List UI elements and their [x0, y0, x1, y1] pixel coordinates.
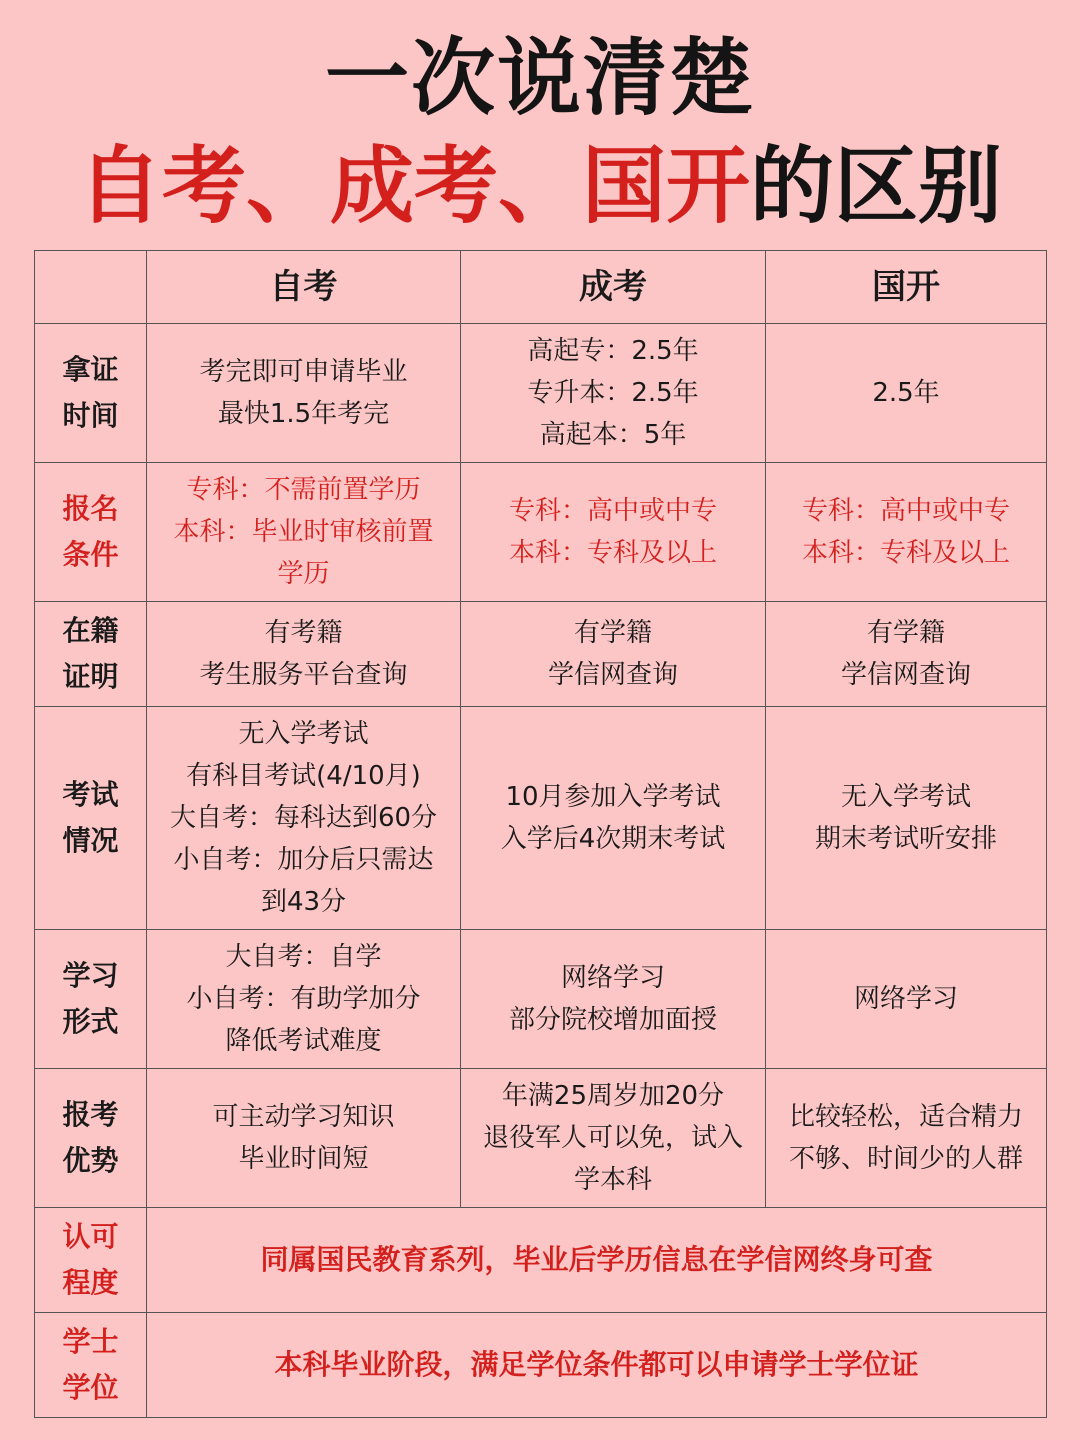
subtitle-chengkao: 成考、	[329, 137, 582, 235]
header-guokai: 国开	[766, 251, 1047, 324]
table-cell: 网络学习	[766, 930, 1047, 1069]
row-label: 考试 情况	[35, 707, 147, 930]
header-zikao: 自考	[147, 251, 461, 324]
table-cell: 2.5年	[766, 324, 1047, 463]
header-empty	[35, 251, 147, 324]
table-cell: 无入学考试 期末考试听安排	[766, 707, 1047, 930]
row-label: 报考 优势	[35, 1069, 147, 1208]
row-label: 报名 条件	[35, 463, 147, 602]
comparison-table	[34, 250, 1047, 1418]
table-cell: 考完即可申请毕业 最快1.5年考完	[147, 324, 461, 463]
table-cell: 有学籍 学信网查询	[766, 602, 1047, 707]
wide-cell-degree: 本科毕业阶段，满足学位条件都可以申请学士学位证	[147, 1313, 1047, 1418]
table-cell: 年满25周岁加20分 退役军人可以免，试入 学本科	[461, 1069, 766, 1208]
table-cell: 无入学考试 有科目考试(4/10月) 大自考：每科达到60分 小自考：加分后只需达 到43分	[147, 707, 461, 930]
table-cell: 高起专：2.5年 专升本：2.5年 高起本：5年	[461, 324, 766, 463]
table-row-wide	[35, 1313, 1047, 1418]
table-cell: 可主动学习知识 毕业时间短	[147, 1069, 461, 1208]
table-cell: 10月参加入学考试 入学后4次期末考试	[461, 707, 766, 930]
table-cell: 有学籍 学信网查询	[461, 602, 766, 707]
page-title: 一次说清楚	[324, 29, 755, 127]
table-row-wide	[35, 1208, 1047, 1313]
subtitle-zikao: 自考、	[77, 137, 330, 235]
table-row	[35, 707, 1047, 930]
table-cell: 专科：高中或中专 本科：专科及以上	[766, 463, 1047, 602]
table-row	[35, 602, 1047, 707]
header-chengkao: 成考	[461, 251, 766, 324]
wide-cell-recognition: 同属国民教育系列，毕业后学历信息在学信网终身可查	[147, 1208, 1047, 1313]
table-header-row	[35, 251, 1047, 324]
table-cell: 网络学习 部分院校增加面授	[461, 930, 766, 1069]
row-label: 在籍 证明	[35, 602, 147, 707]
table-cell: 有考籍 考生服务平台查询	[147, 602, 461, 707]
table-cell: 比较轻松，适合精力 不够、时间少的人群	[766, 1069, 1047, 1208]
row-label: 学士 学位	[35, 1313, 147, 1418]
table-cell: 大自考：自学 小自考：有助学加分 降低考试难度	[147, 930, 461, 1069]
table-cell: 专科：不需前置学历 本科：毕业时审核前置 学历	[147, 463, 461, 602]
table-row	[35, 930, 1047, 1069]
subtitle-suffix: 的区别	[750, 137, 1003, 235]
table-cell: 专科：高中或中专 本科：专科及以上	[461, 463, 766, 602]
page-subtitle	[0, 136, 1080, 236]
row-label: 认可 程度	[35, 1208, 147, 1313]
subtitle-guokai: 国开	[582, 137, 751, 235]
table-row	[35, 1069, 1047, 1208]
row-label: 学习 形式	[35, 930, 147, 1069]
row-label: 拿证 时间	[35, 324, 147, 463]
table-row	[35, 324, 1047, 463]
table-row	[35, 463, 1047, 602]
